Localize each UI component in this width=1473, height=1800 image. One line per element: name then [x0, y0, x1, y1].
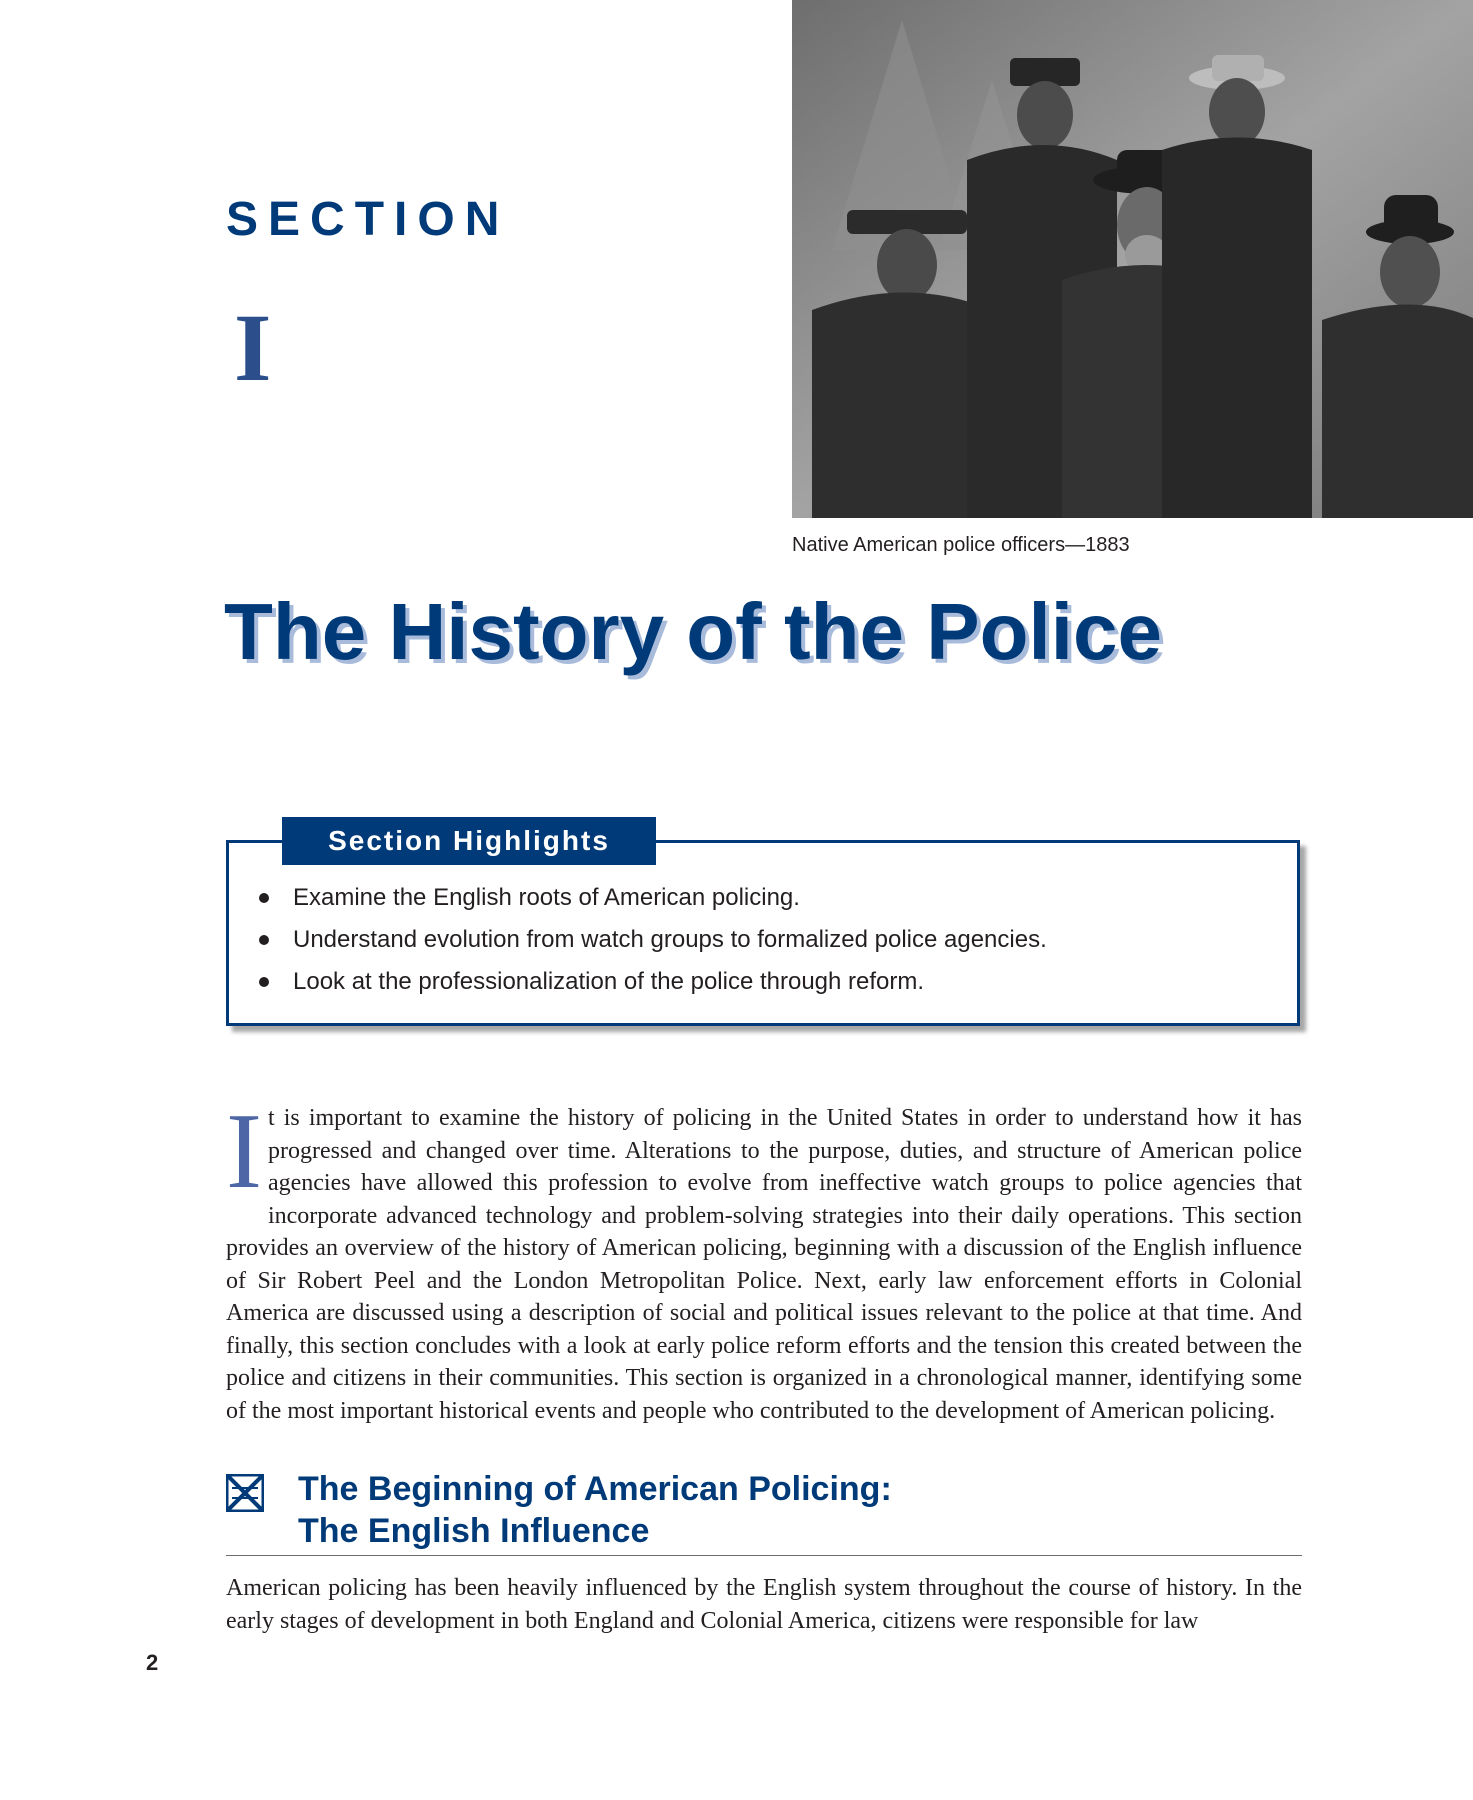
page-number: 2: [146, 1650, 159, 1675]
drop-cap: I: [226, 1092, 262, 1211]
historical-photo: [792, 0, 1473, 518]
subsection-heading-line1: The Beginning of American Policing:: [298, 1470, 892, 1508]
photo-caption: Native American police officers—1883: [792, 534, 1130, 556]
subsection-heading: [298, 1468, 892, 1552]
highlights-list: [259, 877, 1047, 1003]
subsection-paragraph: American policing has been heavily influenced by the English system throughout the course of history. In the early stages of development in both England and Colonial America, citizens were responsible for law: [226, 1575, 1302, 1634]
intro-text: t is important to examine the history of policing in the United States in order to understand how it has progressed and changed over time. Alterations to the purpose, duties, and structure of American police agencies have allowed this profession to evolve from ineffective watch groups to police agencies that incorporate advanced technology and problem-solving strategies into their daily operations. This section provides an overview of the history of American policing, beginning with a discussion of the English influence of Sir Robert Peel and the London Metropolitan Police. Next, early law enforcement efforts in Colonial America are discussed using a description of social and political issues relevant to the police at that time. And finally, this section concludes with a look at early police reform efforts and the tension this created between the police and citizens in their communities. This section is organized in a chronological manner, identifying some of the most important historical events and people who contributed to the development of American policing.: [226, 1105, 1302, 1424]
section-label: SECTION: [226, 193, 510, 246]
section-number: I: [234, 294, 272, 401]
intro-paragraph: [226, 1092, 1302, 1427]
subsection-heading-line2: The English Influence: [298, 1512, 650, 1550]
heading-rule: [226, 1555, 1302, 1556]
section-title: The History of the Police: [224, 587, 1162, 676]
list-item: [259, 919, 1047, 961]
highlights-heading: Section Highlights: [282, 817, 656, 865]
list-item: [259, 877, 1047, 919]
list-item: [259, 961, 1047, 1003]
bullet-icon: [259, 893, 269, 903]
bullet-icon: [259, 935, 269, 945]
highlight-text: Look at the professionalization of the police through reform.: [293, 968, 925, 995]
section-highlights-box: [226, 840, 1300, 1026]
bullet-icon: [259, 977, 269, 987]
flag-icon: [226, 1474, 264, 1512]
highlight-text: Examine the English roots of American policing.: [293, 884, 800, 911]
highlight-text: Understand evolution from watch groups to formalized police agencies.: [293, 926, 1047, 953]
